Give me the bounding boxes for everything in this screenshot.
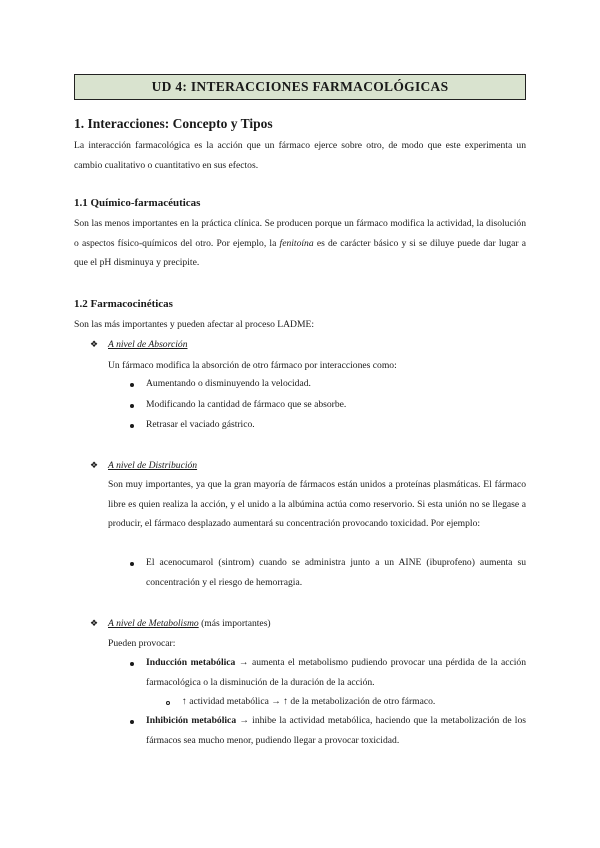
- diamond-bullet-icon: ❖: [90, 460, 99, 470]
- absorcion-item: Modificando la cantidad de fármaco que se absorbe.: [146, 399, 347, 410]
- section-1-text: La interacción farmacológica es la acción que un fármaco ejerce sobre otro, de modo que este experimenta un cambio cualitativo o cuantitativo en sus efectos.: [74, 140, 526, 171]
- bullet-icon: [130, 404, 134, 408]
- diamond-bullet-icon: ❖: [90, 618, 99, 628]
- absorcion-item: Retrasar el vaciado gástrico.: [146, 419, 255, 430]
- section-1-1-text: Son las menos importantes en la práctica clínica. Se producen porque un fármaco modifica la actividad, la disolución o aspectos físico-químicos del otro. Por ejemplo, la fenitoína es de carácter básico y si se diluye puede dar lugar a que el pH disminuya y precipite.: [74, 218, 526, 269]
- bullet-icon: [130, 424, 134, 428]
- distribucion-item: El acenocumarol (sintrom) cuando se administra junto a un AINE (ibuprofeno) aumenta su concentración y el riesgo de hemorragia.: [146, 557, 526, 588]
- metabolismo-intro: Pueden provocar:: [108, 638, 176, 649]
- bullet-icon: [130, 720, 134, 724]
- absorcion-item: Aumentando o disminuyendo la velocidad.: [146, 378, 311, 389]
- metabolismo-title: A nivel de Metabolismo (más importantes): [108, 618, 271, 629]
- absorcion-title: A nivel de Absorción: [108, 339, 188, 350]
- page-title: UD 4: INTERACCIONES FARMACOLÓGICAS: [74, 74, 526, 100]
- induccion-metabolica: Inducción metabólica → aumenta el metabolismo pudiendo provocar una pérdida de la acción farmacológica o la disminución de la duración de la acción.: [146, 657, 527, 688]
- inhibicion-metabolica: Inhibición metabólica → inhibe la actividad metabólica, haciendo que la metabolización de los fármacos sea mucho menor, pudiendo llegar a provocar toxicidad.: [146, 715, 527, 746]
- diamond-bullet-icon: ❖: [90, 339, 99, 349]
- section-1-2-intro: Son las más importantes y pueden afectar al proceso LADME:: [74, 319, 315, 330]
- circle-bullet-icon: [166, 701, 170, 705]
- distribucion-text: Son muy importantes, ya que la gran mayoría de fármacos están unidos a proteínas plasmáticas. El fármaco libre es quien realiza la acción, y el unido a la albúmina actúa como reservorio. Si esta unión no se llegase a producir, el fármaco desplazado aumentará su concentración provocando toxicidad. Por ejemplo:: [108, 479, 526, 530]
- induccion-sub-item: ↑ actividad metabólica → ↑ de la metabolización de otro fármaco.: [182, 696, 436, 707]
- bullet-icon: [130, 562, 134, 566]
- section-1-heading: 1. Interacciones: Concepto y Tipos: [74, 116, 273, 131]
- absorcion-intro: Un fármaco modifica la absorción de otro fármaco por interacciones como:: [108, 360, 397, 371]
- distribucion-title: A nivel de Distribución: [108, 460, 198, 471]
- section-1-2-heading: 1.2 Farmacocinéticas: [74, 298, 173, 310]
- bullet-icon: [130, 662, 134, 666]
- section-1-1-heading: 1.1 Químico-farmacéuticas: [74, 197, 201, 209]
- fenitoina-term: fenitoína: [279, 237, 314, 249]
- bullet-icon: [130, 383, 134, 387]
